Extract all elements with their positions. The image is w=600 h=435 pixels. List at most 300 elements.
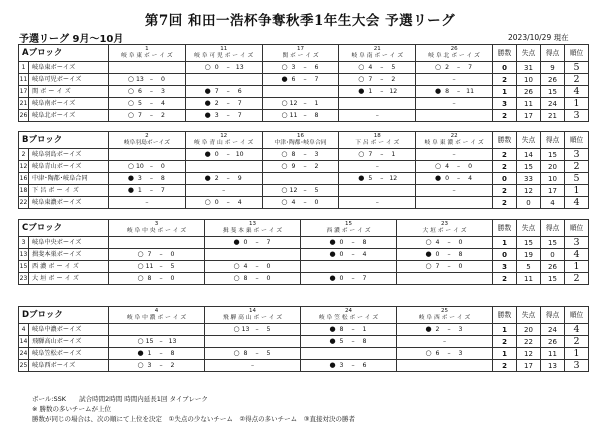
runs-allowed-value: 14 [516,149,540,161]
runs-allowed-value: 17 [517,110,541,122]
score-separator: – [351,239,355,246]
team-number: 15 [19,261,29,273]
wins-value: 2 [492,149,516,161]
wins-value: 2 [492,161,516,173]
opponent-column-header [339,45,416,62]
opponent-name: 岐 阜 北 ボ ー イ ズ [428,53,480,59]
match-result-cell [109,173,186,185]
runs-scored-value: 4 [540,197,564,209]
score-opponent: 5 [314,187,319,194]
match-result-cell [416,62,493,74]
score-opponent: 12 [389,175,398,182]
opponent-column-header [109,220,205,237]
score-opponent: 5 [170,263,175,270]
score-separator: – [457,175,461,182]
opponent-number: 26 [450,46,458,52]
result-mark-loss: ○ [127,75,134,83]
match-result-cell [205,348,301,360]
self-match-cell [205,249,301,261]
match-result-cell [301,273,397,285]
opponent-number: 17 [297,46,304,52]
result-mark-loss: ○ [435,63,442,71]
opponent-name: 岐 阜 可 児 ボ ー イ ズ [194,53,254,59]
opponent-name: 岐 阜 青 山 ボ ー イ ズ [194,140,254,146]
team-number: 24 [19,348,29,360]
score-own: 7 [368,151,373,158]
rank-value: 4 [565,86,589,98]
team-row [19,149,589,161]
score-separator: – [255,350,259,357]
team-number: 13 [19,249,29,261]
team-name: 岐阜東ボーイズ [29,62,109,74]
score-separator: – [457,64,461,71]
score-separator: – [351,275,355,282]
runs-scored-value: 11 [541,348,565,360]
score-opponent: 0 [160,163,165,170]
score-opponent: 5 [391,64,396,71]
score-own: 0 [339,239,344,246]
unplayed-match-cell: – [339,161,416,173]
self-match-cell [301,348,397,360]
team-row [19,74,589,86]
score-own: 7 [435,263,440,270]
score-opponent: 2 [170,362,175,369]
score-separator: – [255,263,259,270]
self-match-cell [339,185,416,197]
opponent-column-header [397,307,493,324]
team-number: 16 [19,173,29,185]
team-row [19,273,589,285]
opponent-column-header [301,220,397,237]
result-mark-loss: ○ [127,111,134,119]
stat-header-runs_scored: 得点 [541,45,565,62]
match-result-cell [262,98,339,110]
result-mark-win: ● [329,250,336,258]
score-own: 5 [137,100,142,107]
team-row [19,110,589,122]
score-opponent: 12 [389,88,398,95]
opponent-number: 14 [249,308,257,314]
team-name: 岐阜可児ボーイズ [29,74,109,86]
result-mark-win: ● [204,99,211,107]
self-match-cell [416,110,493,122]
group-header-row [19,132,589,149]
score-separator: – [159,350,163,357]
team-number: 3 [19,237,29,249]
wins-value: 2 [492,197,516,209]
score-opponent: 6 [362,362,367,369]
rank-value: 2 [565,273,589,285]
opponent-number: 18 [373,133,381,139]
score-opponent: 6 [237,88,242,95]
result-mark-loss: ○ [435,162,442,170]
result-mark-win: ● [329,325,336,333]
result-mark-loss: ○ [127,162,134,170]
result-mark-win: ● [137,349,144,357]
match-result-cell [339,86,416,98]
score-opponent: 7 [160,187,165,194]
stat-header-wins: 勝数 [493,307,517,324]
match-result-cell [109,185,186,197]
rank-value: 2 [564,161,588,173]
match-result-cell [205,324,301,336]
match-result-cell [185,86,262,98]
opponent-name: 岐 阜 西 ボ ー イ ズ [418,315,471,321]
wins-value: 2 [493,273,517,285]
match-result-cell [109,360,205,372]
result-mark-loss: ○ [204,63,211,71]
score-opponent: 5 [266,350,271,357]
score-separator: – [380,76,384,83]
score-opponent: 0 [170,275,175,282]
team-name: 岐阜青山ボーイズ [29,161,109,173]
match-result-cell [262,161,339,173]
team-row [19,324,589,336]
self-match-cell [109,237,205,249]
score-opponent: 6 [314,64,319,71]
team-name: 岐阜北ボーイズ [29,110,109,122]
score-opponent: 7 [314,76,319,83]
wins-value: 2 [493,74,517,86]
match-result-cell [185,98,262,110]
result-mark-loss: ○ [233,325,240,333]
result-mark-loss: ○ [233,349,240,357]
rank-value: 5 [565,62,589,74]
score-separator: – [159,263,163,270]
runs-scored-value: 15 [541,86,565,98]
score-own: 7 [368,76,373,83]
result-mark-win: ● [329,238,336,246]
unplayed-match-cell: – [416,149,493,161]
score-own: 8 [147,275,152,282]
score-separator: – [159,362,163,369]
score-opponent: 0 [458,239,463,246]
runs-allowed-value: 20 [517,324,541,336]
team-number: 25 [19,360,29,372]
team-name: 岐阜中濃ボーイズ [29,324,109,336]
score-separator: – [149,88,153,95]
unplayed-match-cell: – [416,98,493,110]
wins-value: 1 [493,86,517,98]
group-table [18,306,589,372]
score-own: 3 [137,175,142,182]
score-own: 6 [435,350,440,357]
score-separator: – [159,251,163,258]
runs-allowed-value: 11 [517,273,541,285]
score-opponent: 7 [266,239,271,246]
score-separator: – [457,88,461,95]
runs-scored-value: 17 [540,185,564,197]
opponent-column-header [109,45,186,62]
stat-header-wins: 勝数 [493,220,517,237]
result-mark-loss: ○ [281,63,288,71]
team-name: 飛騨高山ボーイズ [29,336,109,348]
score-separator: – [447,326,451,333]
footer-rules-ball: ボール:SSK 試合時間2時間 時間内延長1回 タイブレーク [32,395,208,403]
match-result-cell [109,273,205,285]
result-mark-loss: ○ [233,274,240,282]
opponent-name: 岐 阜 南 ボ ー イ ズ [351,53,404,59]
result-mark-loss: ○ [358,63,365,71]
runs-scored-value: 0 [541,249,565,261]
match-result-cell [185,62,262,74]
score-own: 1 [368,88,373,95]
result-mark-win: ● [435,87,442,95]
opponent-name: 大 垣 ボ ー イ ズ [422,228,467,234]
score-own: 0 [214,199,219,206]
team-row [19,261,589,273]
unplayed-match-cell: – [339,197,416,209]
match-result-cell [416,173,493,185]
score-opponent: 0 [170,251,175,258]
group-table [18,219,589,285]
score-own: 4 [368,64,373,71]
unplayed-match-cell: – [339,110,416,122]
opponent-number: 1 [145,46,149,52]
team-number: 23 [19,273,29,285]
match-result-cell [397,237,493,249]
score-opponent: 8 [314,112,319,119]
opponent-number: 21 [373,46,381,52]
wins-value: 0 [492,173,516,185]
result-mark-loss: ○ [281,186,288,194]
score-separator: – [303,64,307,71]
runs-scored-value: 20 [540,161,564,173]
opponent-number: 25 [441,308,449,314]
rank-value: 3 [565,360,589,372]
result-mark-win: ● [435,174,442,182]
score-opponent: 3 [160,88,165,95]
team-name: 大 垣 ボ ー イ ズ [29,273,109,285]
score-opponent: 4 [468,175,473,182]
runs-scored-value: 13 [541,360,565,372]
score-opponent: 3 [314,151,319,158]
runs-scored-value: 24 [541,98,565,110]
match-result-cell [109,249,205,261]
result-mark-loss: ○ [233,262,240,270]
score-own: 7 [137,112,142,119]
opponent-name: 岐 阜 中 央 ボ ー イ ズ [126,228,187,234]
match-result-cell [109,161,186,173]
score-own: 4 [243,263,248,270]
score-own: 4 [435,239,440,246]
opponent-name: 岐 阜 笠 松 ボ ー イ ズ [318,315,379,321]
score-opponent: 4 [160,100,165,107]
match-result-cell [301,336,397,348]
match-result-cell [262,197,339,209]
score-own: 7 [147,251,152,258]
self-match-cell [262,86,339,98]
match-result-cell [397,261,493,273]
team-name: 中津･陶都･岐阜合同 [29,173,109,185]
score-separator: – [447,263,451,270]
runs-allowed-value: 15 [516,161,540,173]
runs-scored-value: 15 [540,149,564,161]
score-separator: – [380,64,384,71]
wins-value: 2 [493,336,517,348]
result-mark-win: ● [127,174,134,182]
team-name: 岐阜中央ボーイズ [29,237,109,249]
score-opponent: 0 [266,275,271,282]
score-own: 10 [135,163,144,170]
opponent-column-header [185,132,262,149]
team-number: 4 [19,324,29,336]
score-own: 4 [291,199,296,206]
score-separator: – [159,275,163,282]
score-own: 12 [289,187,298,194]
unplayed-match-cell: – [185,185,262,197]
match-result-cell [205,273,301,285]
score-separator: – [226,199,230,206]
team-name: 下 呂 ボ ー イ ズ [29,185,109,197]
match-result-cell [185,197,262,209]
score-own: 13 [135,76,144,83]
result-mark-loss: ○ [281,162,288,170]
match-result-cell [339,149,416,161]
stat-header-rank: 順位 [565,220,589,237]
score-opponent: 3 [458,326,463,333]
score-separator: – [303,163,307,170]
opponent-column-header [416,132,493,149]
rank-value: 1 [565,98,589,110]
result-mark-win: ● [425,250,432,258]
result-mark-loss: ○ [204,198,211,206]
score-separator: – [351,326,355,333]
match-result-cell [416,161,493,173]
self-match-cell [262,173,339,185]
score-opponent: 8 [160,175,165,182]
team-row [19,336,589,348]
result-mark-win: ● [281,75,288,83]
team-row [19,62,589,74]
stat-header-runs_allowed: 失点 [517,307,541,324]
team-row [19,348,589,360]
group-header-row [19,220,589,237]
score-own: 4 [445,163,450,170]
runs-allowed-value: 17 [517,360,541,372]
match-result-cell [262,74,339,86]
rank-value: 2 [565,74,589,86]
match-result-cell [301,360,397,372]
result-mark-win: ● [127,186,134,194]
match-result-cell [339,74,416,86]
opponent-column-header [416,45,493,62]
block-name: Cブロック [19,220,109,237]
score-opponent: 0 [458,263,463,270]
opponent-number: 3 [154,221,159,227]
group-table [18,44,589,122]
stat-header-wins: 勝数 [493,45,517,62]
score-opponent: 13 [235,64,244,71]
runs-scored-value: 10 [540,173,564,185]
score-opponent: 11 [466,88,475,95]
score-separator: – [303,100,307,107]
runs-allowed-value: 26 [517,86,541,98]
self-match-cell [109,62,186,74]
block-name: Bブロック [19,132,109,149]
wins-value: 1 [493,324,517,336]
result-mark-win: ● [358,174,365,182]
runs-allowed-value: 12 [516,185,540,197]
result-mark-win: ● [204,150,211,158]
opponent-column-header [301,307,397,324]
score-own: 1 [137,187,142,194]
score-separator: – [380,151,384,158]
result-mark-loss: ○ [137,274,144,282]
opponent-column-header [205,220,301,237]
score-opponent: 8 [170,350,175,357]
score-opponent: 10 [235,151,244,158]
runs-scored-value: 26 [541,261,565,273]
opponent-number: 13 [249,221,257,227]
block-name: Aブロック [19,45,109,62]
opponent-number: 11 [220,46,228,52]
result-mark-win: ● [329,361,336,369]
opponent-column-header [109,307,205,324]
score-opponent: 2 [160,112,165,119]
runs-scored-value: 24 [541,324,565,336]
runs-allowed-value: 15 [517,237,541,249]
self-match-cell [416,197,493,209]
team-row [19,161,589,173]
rank-value: 1 [565,261,589,273]
stat-header-rank: 順位 [564,132,588,149]
runs-allowed-value: 12 [517,348,541,360]
score-separator: – [351,251,355,258]
runs-allowed-value: 19 [517,249,541,261]
score-own: 8 [243,275,248,282]
score-separator: – [303,76,307,83]
opponent-name: 揖 斐 本 巣 ボ ー イ ズ [222,228,283,234]
match-result-cell [339,62,416,74]
team-row [19,86,589,98]
score-opponent: 9 [237,175,242,182]
match-result-cell [301,324,397,336]
result-mark-loss: ○ [137,361,144,369]
score-opponent: 8 [362,338,367,345]
opponent-number: 15 [345,221,353,227]
score-opponent: 3 [458,350,463,357]
opponent-name: 岐 阜 中 濃 ボ ー イ ズ [126,315,187,321]
runs-allowed-value: 0 [516,197,540,209]
score-own: 0 [243,239,248,246]
opponent-column-header [205,307,301,324]
opponent-name: 西 濃 ボ ー イ ズ [326,228,371,234]
team-number: 17 [19,86,29,98]
team-name: 岐阜笠松ボーイズ [29,348,109,360]
score-opponent: 0 [314,199,319,206]
wins-value: 0 [493,62,517,74]
score-own: 12 [289,100,298,107]
self-match-cell [185,161,262,173]
score-separator: – [226,64,230,71]
opponent-number: 24 [345,308,353,314]
score-own: 11 [145,263,154,270]
rank-value: 3 [565,110,589,122]
score-opponent: 7 [468,64,473,71]
team-number: 26 [19,110,29,122]
score-separator: – [447,350,451,357]
opponent-column-header [262,132,339,149]
team-row [19,360,589,372]
match-result-cell [262,62,339,74]
score-opponent: 4 [362,251,367,258]
match-result-cell [109,348,205,360]
wins-value: 0 [493,249,517,261]
result-mark-loss: ○ [137,262,144,270]
opponent-column-header [397,220,493,237]
score-separator: – [303,112,307,119]
